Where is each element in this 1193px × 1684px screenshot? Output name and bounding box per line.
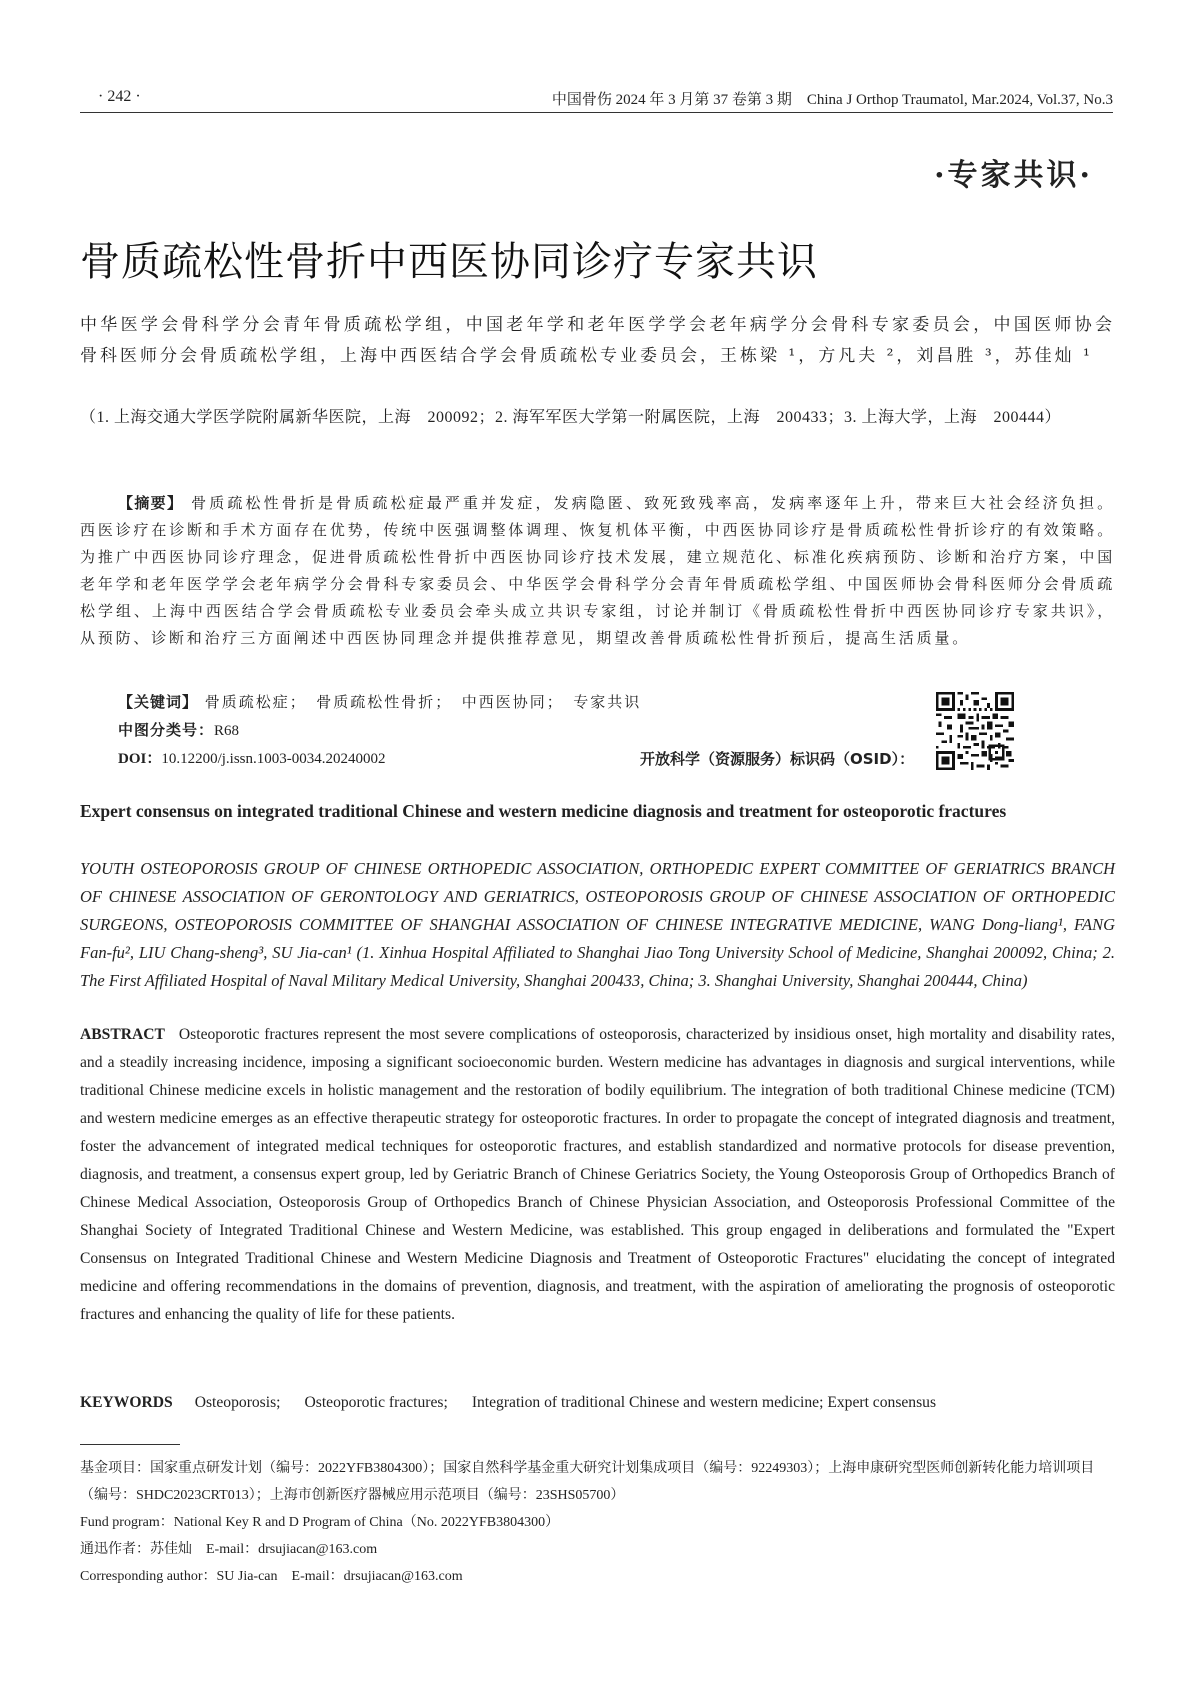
qr-code-icon[interactable] [936, 692, 1014, 770]
abstract-cn [80, 490, 1115, 652]
doi-value[interactable]: 10.12200/j.issn.1003-0034.20240002 [161, 751, 386, 767]
clc-value: R68 [214, 723, 240, 739]
keywords-en-label: KEYWORDS [80, 1394, 173, 1411]
clc-label: 中图分类号： [118, 721, 215, 739]
footnotes [80, 1455, 1115, 1590]
keyword-en: Expert consensus [827, 1394, 937, 1411]
footnote-rule [80, 1444, 180, 1445]
osid-label: 开放科学（资源服务）标识码（OSID）： [640, 750, 915, 768]
fund-program-cn: 基金项目：国家重点研发计划（编号：2022YFB3804300）；国家自然科学基金重大研究计划集成项目（编号：92249303）；上海申康研究型医师创新转化能力培训项目（编号：SHDC2023CRT013）；上海市创新医疗器械应用示范项目（编号：23SHS05700） [80, 1461, 1095, 1503]
journal-running-head: 中国骨伤 2024 年 3 月第 37 卷第 3 期 China J Orthop Traumatol, Mar.2024, Vol.37, No.3 [551, 92, 1113, 108]
article-title-cn: 骨质疏松性骨折中西医协同诊疗专家共识 [80, 239, 818, 285]
column-label: ·专家共识· [934, 158, 1093, 193]
keyword-en: Osteoporotic fractures; [304, 1394, 448, 1411]
authors-en: YOUTH OSTEOPOROSIS GROUP OF CHINESE ORTHOPEDIC ASSOCIATION, ORTHOPEDIC EXPERT COMMITTEE OF GERIATRICS BRANCH OF CHINESE ASSOCIATION OF GERONTOLOGY AND GERIATRICS, OSTEOPOROSIS GROUP OF CHINESE ASSOCIATION OF ORTHOPEDIC SURGEONS, OSTEOPOROSIS COMMITTEE OF SHANGHAI ASSOCIATION OF CHINESE INTEGRATIVE MEDICINE, WANG Dong-liang¹, FANG Fan-fu², LIU Chang-sheng³, SU Jia-can¹ (1. Xinhua Hospital Affiliated to Shanghai Jiao Tong University School of Medicine, Shanghai 200092, China; 2. The First Affiliated Hospital of Naval Military Medical University, Shanghai 200433, China; 3. Shanghai University, Shanghai 200444, China) [80, 859, 1115, 990]
corresponding-author-en: Corresponding author：SU Jia-can E-mail：drsujiacan@163.com [80, 1569, 463, 1584]
affiliations-cn: （1. 上海交通大学医学院附属新华医院，上海 200092；2. 海军军医大学第一附属医院，上海 200433；3. 上海大学，上海 200444） [80, 409, 1062, 426]
doi-label: DOI： [118, 751, 162, 767]
page-number: · 242 · [98, 88, 141, 105]
keywords-cn-text: 骨质疏松症； 骨质疏松性骨折； 中西医协同； 专家共识 [204, 693, 642, 711]
article-title-en: Expert consensus on integrated traditional Chinese and western medicine diagnosis and treatment for osteoporotic fractures [80, 801, 1007, 821]
keyword-en: Integration of traditional Chinese and western medicine; [471, 1394, 824, 1411]
keyword-en: Osteoporosis; [194, 1394, 281, 1411]
keywords-cn-label: 【关键词】 [118, 693, 199, 711]
abstract-en-text: Osteoporotic fractures represent the most severe complications of osteoporosis, characterized by insidious onset, high mortality and disability rates, and a steadily increasing incidence, imposing a significant socioeconomic burden. Western medicine has advantages in diagnosis and surgical interventions, while traditional Chinese medicine excels in holistic management and the restoration of bodily equilibrium. The integration of both traditional Chinese medicine (TCM) and western medicine emerges as an effective therapeutic strategy for osteoporotic fractures. In order to propagate the concept of integrated diagnosis and treatment, foster the advancement of integrated medical techniques for osteoporotic fractures, and establish standardized and normative protocols for disease prevention, diagnosis, and treatment, a consensus expert group, led by Geriatric Branch of Chinese Geriatrics Society, the Young Osteoporosis Group of Orthopedics Branch of Chinese Medical Association, Osteoporosis Group of Orthopedics Branch of Chinese Physician Association, and Osteoporosis Professional Committee of the Shanghai Society of Integrated Traditional Chinese and Western Medicine, was established. This group engaged in deliberations and formulated the "Expert Consensus on Integrated Traditional Chinese and Western Medicine Diagnosis and Treatment of Osteoporotic Fractures" elucidating the concept of integrated medicine and offering recommendations in the domains of prevention, diagnosis, and treatment, with the aspiration of ameliorating the prognosis of osteoporotic fractures and enhancing the quality of life for these patients. [80, 1026, 1115, 1323]
abstract-en-label: ABSTRACT [80, 1026, 165, 1043]
abstract-cn-label: 【摘要】 [118, 494, 184, 512]
abstract-cn-text: 骨质疏松性骨折是骨质疏松症最严重并发症，发病隐匿、致死致残率高，发病率逐年上升，带来巨大社会经济负担。西医诊疗在诊断和手术方面存在优势，传统中医强调整体调理、恢复机体平衡，中西医协同诊疗是骨质疏松性骨折诊疗的有效策略。为推广中西医协同诊疗理念，促进骨质疏松性骨折中西医协同诊疗技术发展，建立规范化、标准化疾病预防、诊断和治疗方案，中国老年学和老年医学学会老年病学分会骨科专家委员会、中华医学会骨科学分会青年骨质疏松学组、中国医师协会骨科医师分会骨质疏松学组、上海中西医结合学会骨质疏松专业委员会牵头成立共识专家组，讨论并制订《骨质疏松性骨折中西医协同诊疗专家共识》，从预防、诊断和治疗三方面阐述中西医协同理念并提供推荐意见，期望改善骨质疏松性骨折预后，提高生活质量。 [80, 494, 1115, 647]
header-rule [80, 112, 1113, 113]
doi [118, 747, 386, 768]
corresponding-author-cn: 通迅作者：苏佳灿 E-mail：drsujiacan@163.com [80, 1542, 378, 1557]
keywords-cn [118, 691, 641, 712]
clc-number [118, 719, 239, 740]
fund-program-en: Fund program：National Key R and D Program of China（No. 2022YFB3804300） [80, 1515, 560, 1530]
abstract-en [80, 1021, 1115, 1329]
keywords-en [80, 1389, 1115, 1417]
authors-cn: 中华医学会骨科学分会青年骨质疏松学组，中国老年学和老年医学学会老年病学分会骨科专家委员会，中国医师协会骨科医师分会骨质疏松学组，上海中西医结合学会骨质疏松专业委员会，王栋梁 ¹，方凡夫 ²，刘昌胜 ³，苏佳灿 ¹ [80, 315, 1115, 366]
